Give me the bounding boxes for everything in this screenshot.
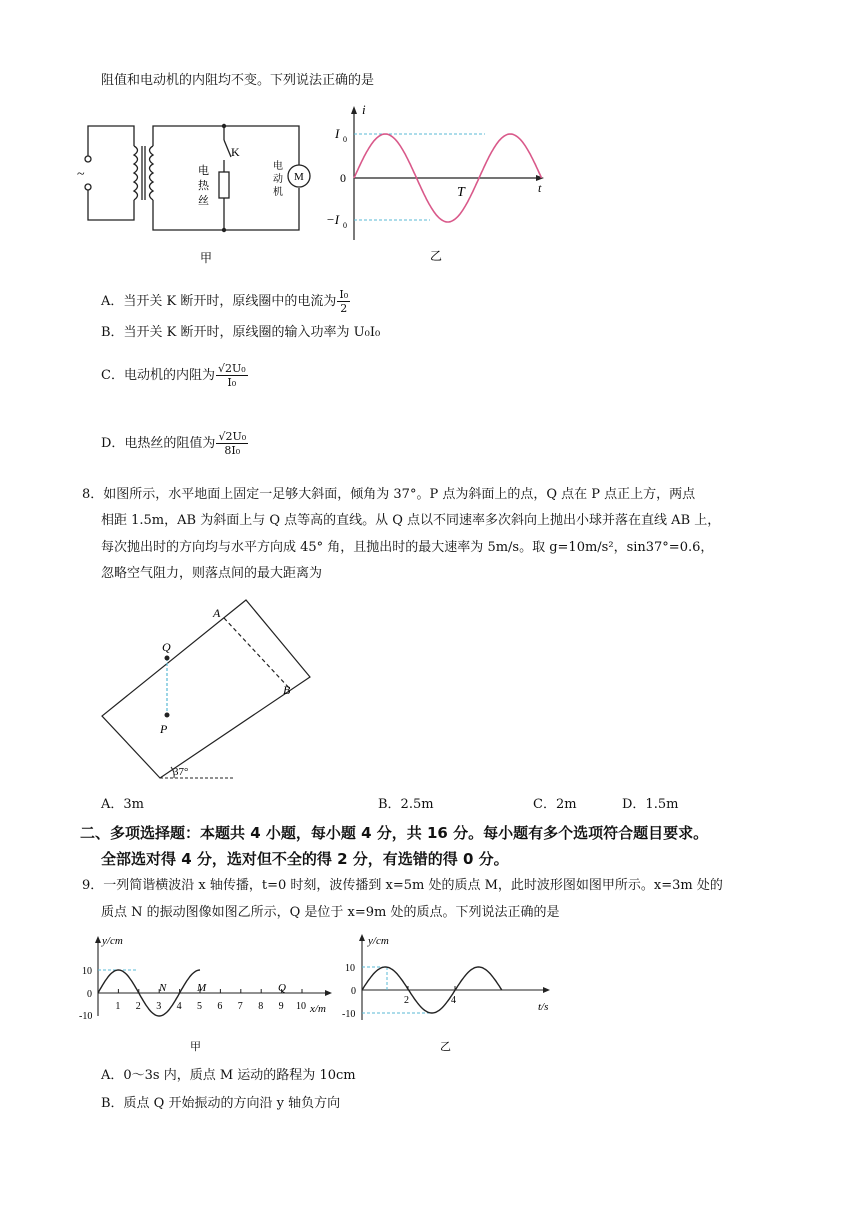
wave-x-label: x/m xyxy=(310,1003,326,1015)
q9-stem-line2: 质点 N 的振动图像如图乙所示，Q 是位于 x=9m 处的质点。下列说法正确的是 xyxy=(101,905,560,920)
point-q-label: Q xyxy=(162,640,171,654)
wave-point-q: Q xyxy=(278,982,286,994)
q7-circuit-figure xyxy=(78,110,318,270)
osc-x-tick-4: 4 xyxy=(451,995,456,1006)
wave-x-tick-label: 1 xyxy=(115,1001,121,1012)
wave-point-m: M xyxy=(197,982,207,994)
wave-x-tick-label: 7 xyxy=(237,1001,243,1012)
graph-period-label: T xyxy=(457,185,465,200)
wave-point-n: N xyxy=(159,982,167,994)
q9-wave-figure xyxy=(76,930,341,1060)
q8-stem-line3: 每次抛出时的方向均与水平方向成 45° 角，且抛出时的最大速率为 5m/s。取 g=10m/s²，sin37°=0.6， xyxy=(101,540,714,555)
point-b-label: B xyxy=(283,683,291,697)
wave-caption: 甲 xyxy=(190,1041,201,1053)
q9-oscillation-figure xyxy=(338,930,563,1060)
heater-label-1: 电 xyxy=(198,165,209,177)
switch-label: K xyxy=(231,145,240,159)
section2-heading-line1: 二、多项选择题：本题共 4 小题，每小题 4 分，共 16 分。每小题有多个选项符合题目要求。 xyxy=(80,824,709,842)
q7-current-graph xyxy=(326,100,550,270)
osc-y-tick-0: 0 xyxy=(351,986,356,997)
q8-stem-line4: 忽略空气阻力，则落点间的最大距离为 xyxy=(101,566,323,581)
q9-option-b: B．质点 Q 开始振动的方向沿 y 轴负方向 xyxy=(101,1096,341,1111)
q8-stem-line2: 相距 1.5m，AB 为斜面上与 Q 点等高的直线。从 Q 点以不同速率多次斜向上抛出小球并落在直线 AB 上， xyxy=(101,513,721,528)
q7-option-a: A．当开关 K 断开时，原线圈中的电流为 $\frac{\text{I₀}}{2}$ xyxy=(101,288,349,315)
graph-y-axis-label: i xyxy=(362,102,366,117)
wave-x-tick-label: 9 xyxy=(278,1001,284,1012)
heater-label-3: 丝 xyxy=(198,195,209,207)
osc-x-label: t/s xyxy=(538,1001,549,1013)
graph-x-axis-label: t xyxy=(538,181,542,195)
motor-symbol: M xyxy=(294,171,304,183)
motor-label-1: 电 xyxy=(273,161,283,172)
q9-option-a: A．0～3s 内，质点 M 运动的路程为 10cm xyxy=(101,1068,356,1083)
osc-y-tick-neg10: -10 xyxy=(342,1009,356,1020)
section2-heading-line2: 全部选对得 4 分，选对但不全的得 2 分，有选错的得 0 分。 xyxy=(101,850,509,868)
motor-label-3: 机 xyxy=(273,187,283,198)
wave-x-tick-label: 6 xyxy=(217,1001,223,1012)
osc-x-tick-2: 2 xyxy=(404,995,409,1006)
graph-i0-label: I xyxy=(335,126,340,141)
osc-caption: 乙 xyxy=(440,1041,451,1053)
q7-option-d: D．电热丝的阻值为 $\frac{\text{√2U₀}}{\text{8I₀}}$ xyxy=(101,430,247,457)
wave-x-tick-label: 4 xyxy=(176,1001,182,1012)
graph-origin: 0 xyxy=(340,171,346,185)
wave-y-tick-10: 10 xyxy=(82,966,92,977)
graph-neg-i0-label: −I xyxy=(326,212,340,227)
wave-x-tick-label: 10 xyxy=(296,1001,306,1012)
circuit-caption: 甲 xyxy=(200,251,213,265)
osc-y-label: y/cm xyxy=(368,935,389,947)
q9-stem-line1: 9．一列简谐横波沿 x 轴传播，t=0 时刻，波传播到 x=5m 处的质点 M，此时波形图如图甲所示。x=3m 处的 xyxy=(82,878,723,893)
osc-y-tick-10: 10 xyxy=(345,963,355,974)
q8-stem-line1: 8．如图所示，水平地面上固定一足够大斜面，倾角为 37°。P 点为斜面上的点，Q 点在 P 点正上方，两点 xyxy=(82,487,696,502)
q8-option-b: B．2.5m xyxy=(378,797,434,812)
ac-source-symbol: ~ xyxy=(77,167,85,182)
graph-neg-i0-subscript: 0 xyxy=(343,221,347,230)
motor-label-2: 动 xyxy=(273,174,283,185)
graph-caption: 乙 xyxy=(430,249,443,263)
wave-y-label: y/cm xyxy=(102,935,123,947)
wave-x-tick-label: 3 xyxy=(156,1001,162,1012)
wave-x-tick-label: 2 xyxy=(135,1001,141,1012)
wave-x-tick-label: 8 xyxy=(258,1001,264,1012)
wave-x-tick-label: 5 xyxy=(197,1001,202,1012)
angle-label: 37° xyxy=(173,766,189,778)
q7-stem-tail: 阻值和电动机的内阻均不变。下列说法正确的是 xyxy=(101,73,375,88)
q7-option-c: C．电动机的内阻为 $\frac{\text{√2U₀}}{\text{I₀}}$ xyxy=(101,362,246,389)
q8-option-d: D．1.5m xyxy=(622,797,679,812)
point-a-label: A xyxy=(213,606,221,620)
wave-y-tick-neg10: -10 xyxy=(79,1011,93,1022)
heater-label-2: 热 xyxy=(198,180,209,192)
q7-option-b: B．当开关 K 断开时，原线圈的输入功率为 U₀I₀ xyxy=(101,325,381,340)
q8-option-c: C．2m xyxy=(533,797,577,812)
point-p-label: P xyxy=(160,722,168,736)
wave-y-tick-0: 0 xyxy=(87,989,92,1000)
graph-i0-subscript: 0 xyxy=(343,135,347,144)
q8-incline-figure xyxy=(90,600,350,790)
q8-option-a: A．3m xyxy=(101,797,144,812)
